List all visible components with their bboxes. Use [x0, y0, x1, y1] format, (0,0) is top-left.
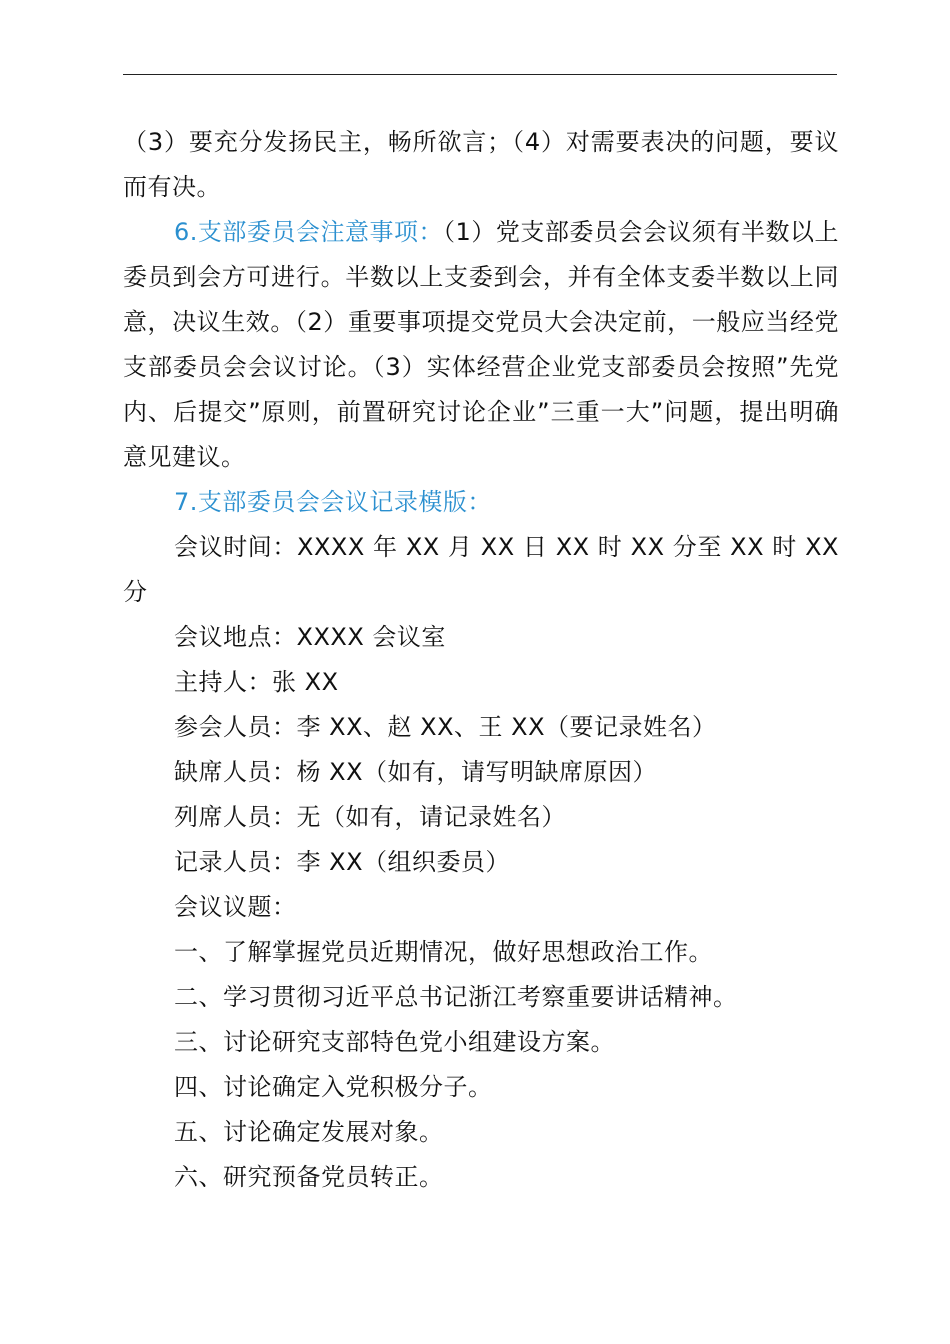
- record-absentees: 缺席人员：杨 XX（如有，请写明缺席原因）: [174, 758, 658, 786]
- record-recorder: 记录人员：李 XX（组织委员）: [174, 848, 511, 876]
- header-rule: [123, 74, 837, 75]
- document-body: [123, 120, 839, 1200]
- agenda-item: 三、讨论研究支部特色党小组建设方案。: [174, 1028, 615, 1056]
- agenda-item: 五、讨论确定发展对象。: [174, 1118, 444, 1146]
- agenda-item: 一、了解掌握党员近期情况，做好思想政治工作。: [174, 938, 713, 966]
- record-meeting-time: 会议时间：XXXX 年 XX 月 XX 日 XX 时 XX 分至 XX 时 XX 分: [123, 533, 839, 606]
- section-heading-6: 6.支部委员会注意事项：: [174, 218, 444, 246]
- paragraph-meeting-principles: （3）要充分发扬民主，畅所欲言；（4）对需要表决的问题，要议而有决。: [123, 128, 839, 201]
- record-agenda-label: 会议议题：: [174, 893, 297, 921]
- paragraph-committee-notes: [123, 210, 839, 480]
- agenda-item: 四、讨论确定入党积极分子。: [174, 1073, 493, 1101]
- record-observers: 列席人员：无（如有，请记录姓名）: [174, 803, 566, 831]
- record-attendees: 参会人员：李 XX、赵 XX、王 XX（要记录姓名）: [174, 713, 717, 741]
- record-location: 会议地点：XXXX 会议室: [174, 623, 446, 651]
- paragraph-template-heading: [123, 480, 839, 525]
- agenda-item: 六、研究预备党员转正。: [174, 1163, 444, 1191]
- committee-notes-body: （1）党支部委员会会议须有半数以上委员到会方可进行。半数以上支委到会，并有全体支委半数以上同意，决议生效。（2）重要事项提交党员大会决定前，一般应当经党支部委员会会议讨论。（3）实体经营企业党支部委员会按照”先党内、后提交”原则，前置研究讨论企业”三重一大”问题，提出明确意见建议。: [123, 218, 839, 471]
- record-host: 主持人：张 XX: [174, 668, 339, 696]
- agenda-item: 二、学习贯彻习近平总书记浙江考察重要讲话精神。: [174, 983, 738, 1011]
- section-heading-7: 7.支部委员会会议记录模版：: [174, 488, 492, 516]
